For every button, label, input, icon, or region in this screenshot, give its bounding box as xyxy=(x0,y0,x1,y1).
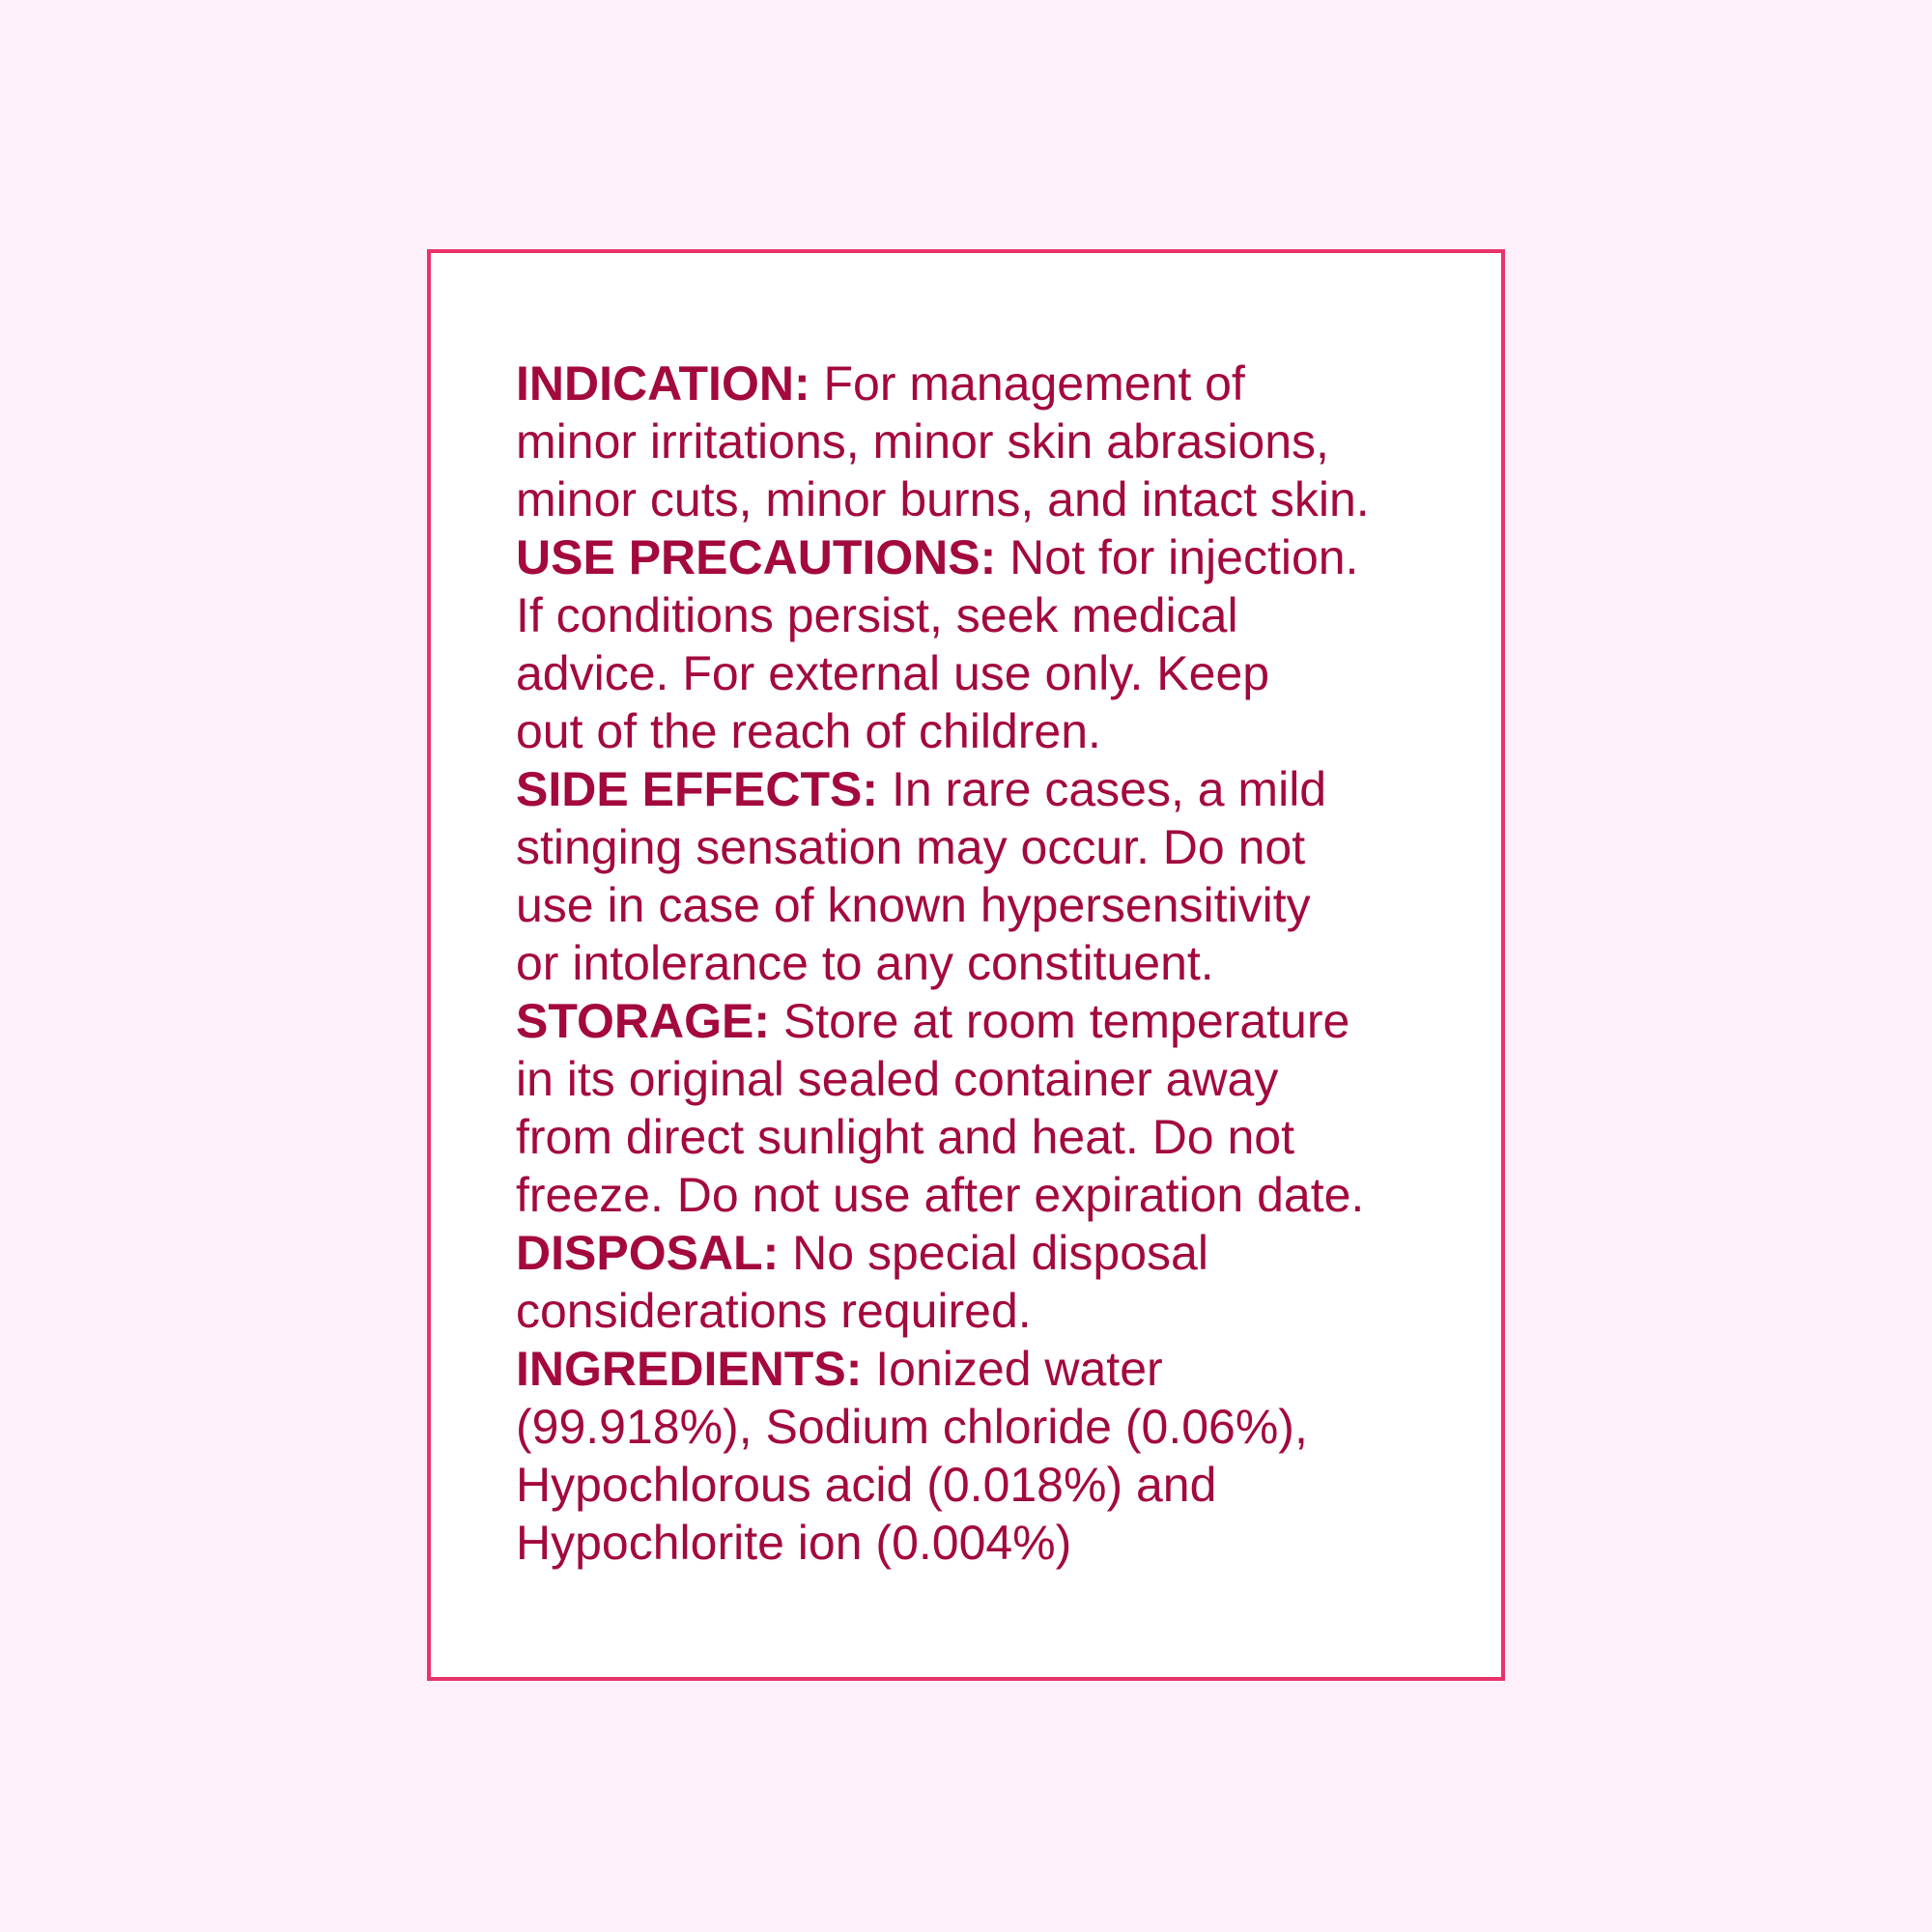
side-effects-text: or intolerance to any constituent. xyxy=(516,936,1214,990)
label-text-block xyxy=(516,355,1443,1572)
side-effects-heading: SIDE EFFECTS: xyxy=(516,762,879,816)
storage-line xyxy=(516,992,1443,1050)
side-effects-text: In rare cases, a mild xyxy=(891,762,1327,816)
storage-heading: STORAGE: xyxy=(516,994,770,1048)
side-effects-text: stinging sensation may occur. Do not xyxy=(516,820,1306,874)
ingredients-text: Hypochlorite ion (0.004%) xyxy=(516,1516,1072,1570)
ingredients-heading: INGREDIENTS: xyxy=(516,1342,863,1396)
use-precautions-text: If conditions persist, seek medical xyxy=(516,588,1238,642)
ingredients-line xyxy=(516,1340,1443,1398)
side-effects-text: use in case of known hypersensitivity xyxy=(516,878,1311,932)
use-precautions-text: Not for injection. xyxy=(1009,530,1359,584)
ingredients-text: (99.918%), Sodium chloride (0.06%), xyxy=(516,1400,1308,1454)
use-precautions-heading: USE PRECAUTIONS: xyxy=(516,530,997,584)
indication-text: minor cuts, minor burns, and intact skin. xyxy=(516,472,1370,526)
storage-text: Store at room temperature xyxy=(782,994,1350,1048)
indication-text: minor irritations, minor skin abrasions, xyxy=(516,414,1329,469)
indication-heading: INDICATION: xyxy=(516,356,810,411)
use-precautions-text: out of the reach of children. xyxy=(516,704,1101,758)
indication-line xyxy=(516,355,1443,412)
storage-text: from direct sunlight and heat. Do not xyxy=(516,1110,1295,1164)
disposal-text: No special disposal xyxy=(792,1226,1208,1280)
use-precautions-text: advice. For external use only. Keep xyxy=(516,646,1270,700)
use-precautions-line xyxy=(516,528,1443,586)
storage-text: freeze. Do not use after expiration date. xyxy=(516,1168,1365,1222)
disposal-heading: DISPOSAL: xyxy=(516,1226,780,1280)
ingredients-text: Ionized water xyxy=(875,1342,1163,1396)
disposal-text: considerations required. xyxy=(516,1284,1032,1338)
ingredients-text: Hypochlorous acid (0.018%) and xyxy=(516,1458,1217,1512)
indication-text: For management of xyxy=(823,356,1245,411)
side-effects-line xyxy=(516,760,1443,818)
storage-text: in its original sealed container away xyxy=(516,1052,1279,1106)
disposal-line xyxy=(516,1224,1443,1282)
